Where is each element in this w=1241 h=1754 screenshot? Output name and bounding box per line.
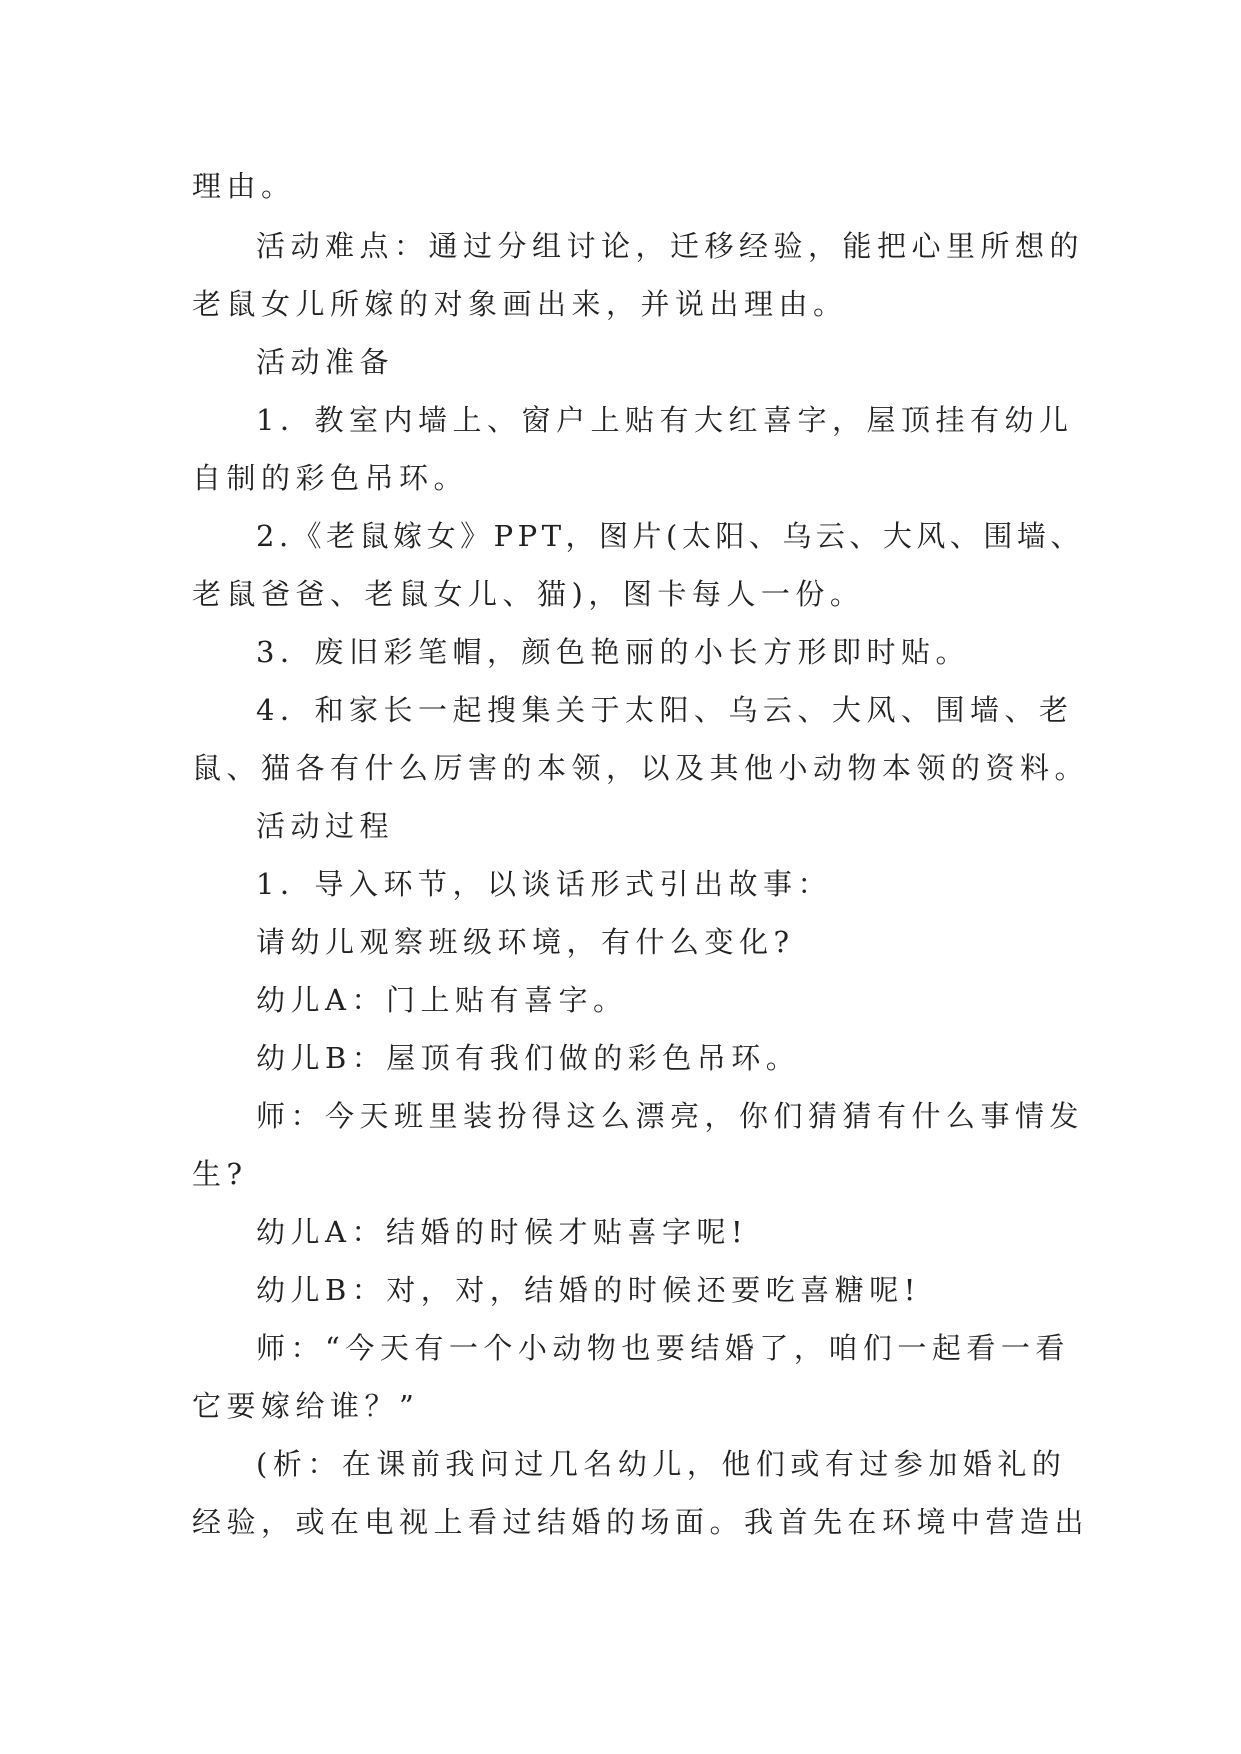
text-line: 幼儿A：门上贴有喜字。	[256, 983, 628, 1017]
text-line: 4．和家长一起搜集关于太阳、乌云、大风、围墙、老	[256, 693, 1074, 727]
text-line: 3．废旧彩笔帽，颜色艳丽的小长方形即时贴。	[256, 635, 970, 669]
text-line: 它要嫁给谁？”	[192, 1389, 420, 1423]
text-line: 请幼儿观察班级环境，有什么变化?	[256, 925, 795, 959]
text-line: 1．导入环节，以谈话形式引出故事：	[256, 867, 832, 901]
text-line: 老鼠爸爸、老鼠女儿、猫)，图卡每人一份。	[192, 577, 865, 611]
text-line: 自制的彩色吊环。	[192, 461, 469, 495]
text-line: 幼儿B：屋顶有我们做的彩色吊环。	[256, 1041, 801, 1075]
text-line: 幼儿A：结婚的时候才贴喜字呢!	[256, 1215, 749, 1249]
text-line: 2.《老鼠嫁女》PPT，图片(太阳、乌云、大风、围墙、	[256, 519, 1084, 553]
text-line: (析：在课前我问过几名幼儿，他们或有过参加婚礼的	[256, 1447, 1067, 1481]
text-line: 老鼠女儿所嫁的对象画出来，并说出理由。	[192, 287, 848, 321]
text-line: 经验，或在电视上看过结婚的场面。我首先在环境中营造出	[192, 1505, 1090, 1539]
text-line: 生?	[192, 1157, 248, 1191]
text-line: 师：今天班里装扮得这么漂亮，你们猜猜有什么事情发	[256, 1099, 1085, 1133]
text-line: 1．教室内墙上、窗户上贴有大红喜字，屋顶挂有幼儿	[256, 403, 1074, 437]
section-heading: 活动过程	[256, 809, 395, 843]
text-line: 活动难点：通过分组讨论，迁移经验，能把心里所想的	[256, 229, 1085, 263]
text-line: 幼儿B：对，对，结婚的时候还要吃喜糖呢!	[256, 1273, 921, 1307]
section-heading: 活动准备	[256, 345, 395, 379]
text-line: 师：“今天有一个小动物也要结婚了，咱们一起看一看	[256, 1331, 1070, 1365]
text-line: 理由。	[192, 169, 296, 203]
text-line: 鼠、猫各有什么厉害的本领，以及其他小动物本领的资料。	[192, 751, 1090, 785]
